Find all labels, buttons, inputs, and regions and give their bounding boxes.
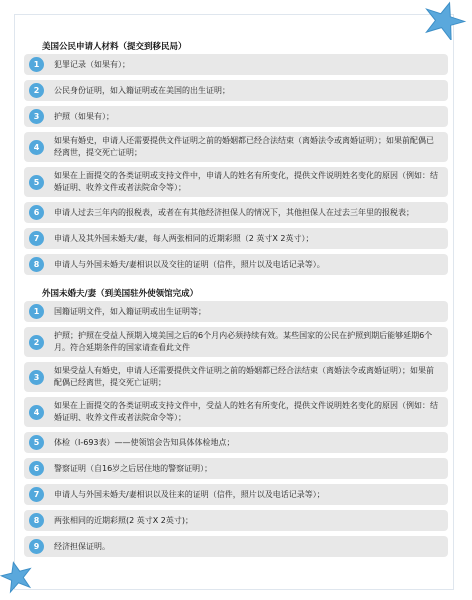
number-badge: 6 bbox=[29, 205, 44, 220]
list-item bbox=[24, 510, 448, 531]
list-item bbox=[24, 458, 448, 479]
number-badge: 5 bbox=[29, 175, 44, 190]
number-badge: 1 bbox=[29, 304, 44, 319]
item-text: 申请人与外国未婚夫/妻相识以及交往的证明（信件，照片以及电话记录等）。 bbox=[54, 259, 325, 269]
section-title: 美国公民申请人材料（提交到移民局） bbox=[42, 42, 187, 52]
item-text: 护照（如果有）； bbox=[54, 111, 114, 121]
item-text: 申请人及其外国未婚夫/妻，每人两张相同的近期彩照（2 英寸X 2英寸）； bbox=[54, 233, 314, 243]
number-badge: 7 bbox=[29, 231, 44, 246]
list-item bbox=[24, 484, 448, 505]
list-item bbox=[24, 80, 448, 101]
number-badge: 3 bbox=[29, 109, 44, 124]
number-badge: 4 bbox=[29, 405, 44, 420]
list-item bbox=[24, 432, 448, 453]
list-item bbox=[24, 362, 448, 392]
item-text: 公民身份证明，如入籍证明或在美国的出生证明； bbox=[54, 85, 230, 95]
item-text: 如果在上面提交的各类证明或支持文件中，申请人的姓名有所变化，提供文件说明姓名变化的原因（例如：结婚证明、收养文件或者法院命令等）； bbox=[54, 171, 438, 192]
item-text: 如果在上面提交的各类证明或支持文件中，受益人的姓名有所变化，提供文件说明姓名变化的原因（例如：结婚证明、收养文件或者法院命令等）； bbox=[54, 401, 438, 422]
item-text: 如果有婚史，申请人还需要提供文件证明之前的婚姻都已经合法结束（离婚法令或离婚证明）；如果前配偶已经离世，提交死亡证明； bbox=[54, 136, 434, 157]
list-item bbox=[24, 106, 448, 127]
item-text: 申请人过去三年内的报税表，或者在有其他经济担保人的情况下，其他担保人在过去三年里的报税表； bbox=[54, 207, 414, 217]
number-badge: 7 bbox=[29, 487, 44, 502]
item-text: 经济担保证明。 bbox=[54, 541, 110, 551]
number-badge: 5 bbox=[29, 435, 44, 450]
item-text: 犯罪记录（如果有）； bbox=[54, 59, 130, 69]
number-badge: 3 bbox=[29, 370, 44, 385]
list-item bbox=[24, 132, 448, 162]
item-text: 警察证明（自16岁之后居住地的警察证明）； bbox=[54, 463, 213, 473]
number-badge: 4 bbox=[29, 140, 44, 155]
list-item bbox=[24, 167, 448, 197]
item-text: 如果受益人有婚史，申请人还需要提供文件证明之前的婚姻都已经合法结束（离婚法令或离婚证明）；如果前配偶已经离世，提交死亡证明； bbox=[54, 366, 434, 387]
section-list bbox=[24, 54, 448, 275]
item-text: 国籍证明文件，如入籍证明或出生证明等； bbox=[54, 306, 206, 316]
list-item bbox=[24, 301, 448, 322]
section-title: 外国未婚夫/妻（到美国驻外使领馆完成） bbox=[42, 289, 199, 299]
item-text: 体检（I-693表）——使领馆会告知具体体检地点； bbox=[54, 437, 235, 447]
star-icon bbox=[420, 0, 468, 40]
item-text: 护照；护照在受益人预期入境美国之后的6个月内必须持续有效。某些国家的公民在护照到期后能够延期6个月。符合延期条件的国家请查看此文件 bbox=[54, 331, 433, 352]
list-item bbox=[24, 202, 448, 223]
list-item bbox=[24, 254, 448, 275]
number-badge: 8 bbox=[29, 513, 44, 528]
list-item bbox=[24, 228, 448, 249]
number-badge: 1 bbox=[29, 57, 44, 72]
section-list bbox=[24, 301, 448, 557]
number-badge: 9 bbox=[29, 539, 44, 554]
star-icon bbox=[0, 560, 34, 594]
list-item bbox=[24, 54, 448, 75]
list-item bbox=[24, 536, 448, 557]
item-text: 申请人与外国未婚夫/妻相识以及往来的证明（信件，照片以及电话记录等）； bbox=[54, 489, 325, 499]
list-item bbox=[24, 397, 448, 427]
list-item bbox=[24, 327, 448, 357]
item-text: 两张相同的近期彩照(2 英寸X 2英寸)； bbox=[54, 515, 193, 525]
number-badge: 2 bbox=[29, 335, 44, 350]
number-badge: 2 bbox=[29, 83, 44, 98]
requirements-list bbox=[24, 40, 448, 562]
number-badge: 6 bbox=[29, 461, 44, 476]
number-badge: 8 bbox=[29, 257, 44, 272]
